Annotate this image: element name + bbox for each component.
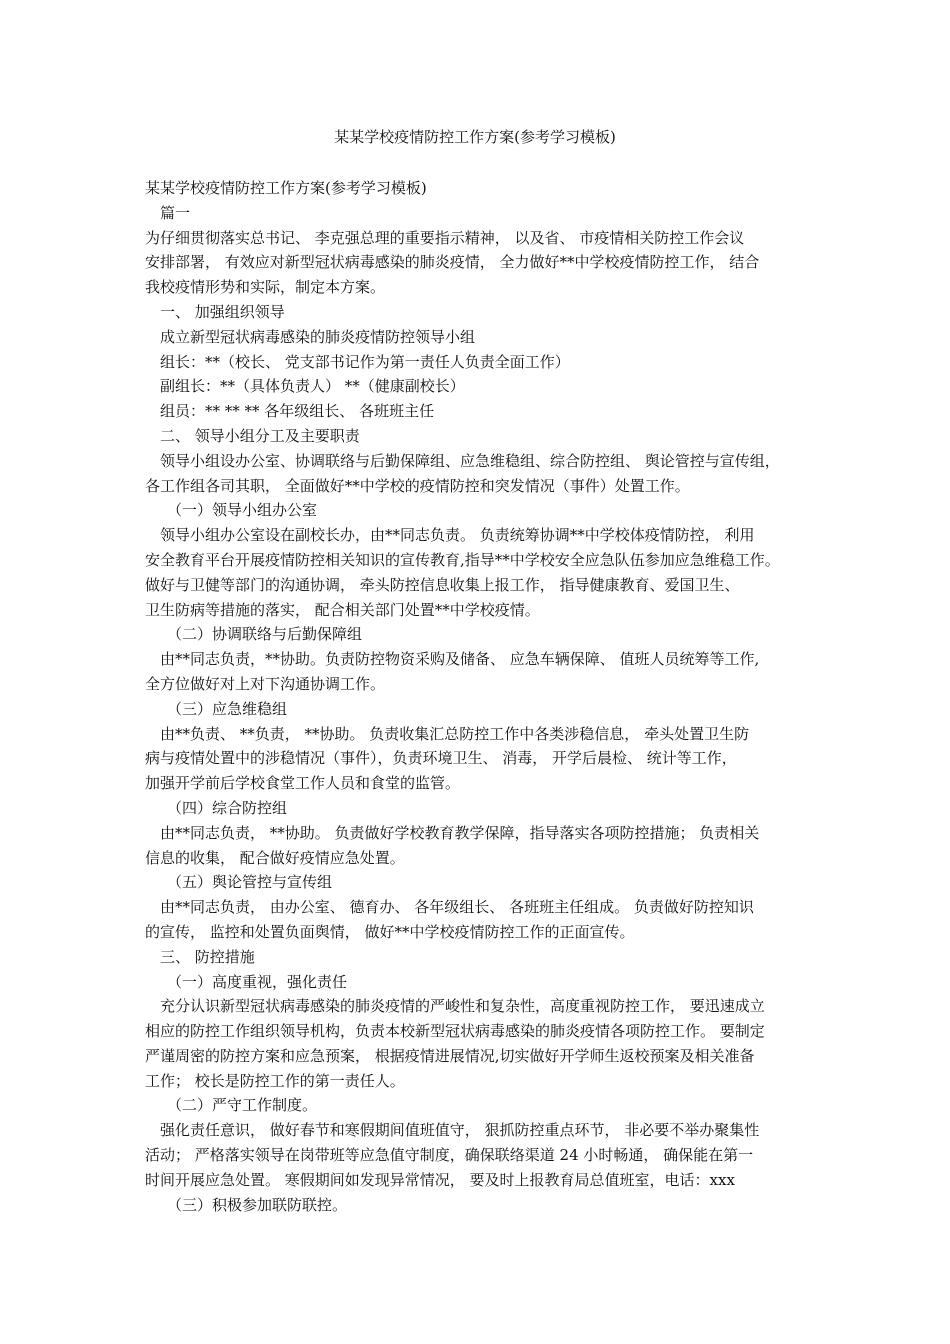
paragraph-line: 全方位做好对上对下沟通协调工作。	[145, 674, 386, 693]
paragraph-line: 由**同志负责， **协助。 负责做好学校教育教学保障，指导落实各项防控措施； 负责相关	[160, 823, 760, 842]
paragraph-line: 相应的防控工作组织领导机构，负责本校新型冠状病毒感染的肺炎疫情各项防控工作。 要制定	[145, 1022, 765, 1041]
paragraph-line: 副组长：**（具体负责人） **（健康副校长）	[160, 377, 465, 396]
paragraph-line: 严谨周密的防控方案和应急预案， 根据疫情进展情况,切实做好开学师生返校预案及相关准备	[145, 1046, 755, 1065]
paragraph-line: 工作； 校长是防控工作的第一责任人。	[145, 1071, 405, 1090]
paragraph-line: （五）舆论管控与宣传组	[167, 873, 333, 892]
paragraph-line: 三、 防控措施	[160, 947, 255, 966]
paragraph-line: 领导小组办公室设在副校长办，由**同志负责。 负责统筹协调**中学校体疫情防控， 利用	[160, 526, 755, 545]
paragraph-line: 安排部署， 有效应对新型冠状病毒感染的肺炎疫情， 全力做好**中学校疫情防控工作， 结合	[145, 253, 760, 272]
paragraph-line: 某某学校疫情防控工作方案(参考学习模板)	[145, 179, 427, 197]
paragraph-line: 做好与卫健等部门的沟通协调， 牵头防控信息收集上报工作， 指导健康教育、爱国卫生、	[145, 575, 740, 594]
paragraph-line: 时间开展应急处置。 寒假期间如发现异常情况， 要及时上报教育局总值班室，电话：xxx	[145, 1170, 735, 1189]
paragraph-line: 由**负责、 **负责， **协助。 负责收集汇总防控工作中各类涉稳信息， 牵头处置卫生防	[160, 724, 750, 743]
paragraph-line: 组长：**（校长、 党支部书记作为第一责任人负责全面工作）	[160, 352, 570, 371]
paragraph-line: 强化责任意识， 做好春节和寒假期间值班值守， 狠抓防控重点环节， 非必要不举办聚集性	[160, 1121, 760, 1140]
paragraph-line: （二）严守工作制度。	[167, 1096, 318, 1115]
paragraph-line: 活动； 严格落实领导在岗带班等应急值守制度，确保联络渠道 24 小时畅通， 确保能在第一	[145, 1146, 754, 1165]
paragraph-line: （三）应急维稳组	[167, 699, 288, 718]
paragraph-line: （一）高度重视，强化责任	[167, 972, 348, 991]
paragraph-line: 信息的收集， 配合做好疫情应急处置。	[145, 848, 405, 867]
paragraph-line: 由**同志负责， 由办公室、 德育办、 各年级组长、 各班班主任组成。 负责做好防控知识	[160, 898, 754, 917]
paragraph-line: 为仔细贯彻落实总书记、 李克强总理的重要指示精神， 以及省、 市疫情相关防控工作会议	[145, 228, 745, 247]
page-title: 某某学校疫情防控工作方案(参考学习模板)	[334, 128, 616, 146]
paragraph-line: 篇一	[160, 203, 191, 222]
paragraph-line: 加强开学前后学校食堂工作人员和食堂的监管。	[145, 774, 461, 793]
paragraph-line: （四）综合防控组	[167, 798, 288, 817]
paragraph-line: 安全教育平台开展疫情防控相关知识的宣传教育,指导**中学校安全应急队伍参加应急维稳工作。	[145, 550, 780, 569]
paragraph-line: 各工作组各司其职， 全面做好**中学校的疫情防控和突发情况（事件）处置工作。	[145, 476, 690, 495]
paragraph-line: （三）积极参加联防联控。	[167, 1195, 348, 1214]
paragraph-line: 卫生防病等措施的落实， 配合相关部门处置**中学校疫情。	[145, 600, 540, 619]
paragraph-line: 领导小组设办公室、协调联络与后勤保障组、应急维稳组、综合防控组、 舆论管控与宣传组，	[160, 451, 780, 470]
paragraph-line: 二、 领导小组分工及主要职责	[160, 426, 360, 445]
paragraph-line: 成立新型冠状病毒感染的肺炎疫情防控领导小组	[160, 327, 476, 346]
document-body	[145, 176, 835, 1217]
paragraph-line: 病与疫情处置中的涉稳情况（事件），负责环境卫生、 消毒， 开学后晨检、 统计等工作，	[145, 749, 737, 768]
paragraph-line: （一）领导小组办公室	[167, 501, 318, 520]
paragraph-line: 的宣传， 监控和处置负面舆情， 做好**中学校疫情防控工作的正面宣传。	[145, 922, 635, 941]
paragraph-line: 由**同志负责，**协助。负责防控物资采购及储备、 应急车辆保障、 值班人员统筹等工作,	[160, 650, 760, 669]
paragraph-line: 我校疫情形势和实际，制定本方案。	[145, 278, 386, 297]
paragraph-line: 充分认识新型冠状病毒感染的肺炎疫情的严峻性和复杂性，高度重视防控工作， 要迅速成立	[160, 997, 765, 1016]
paragraph-line: 一、 加强组织领导	[160, 302, 285, 321]
paragraph-line: 组员：** ** ** 各年级组长、 各班班主任	[160, 402, 435, 421]
paragraph-line: （二）协调联络与后勤保障组	[167, 625, 363, 644]
